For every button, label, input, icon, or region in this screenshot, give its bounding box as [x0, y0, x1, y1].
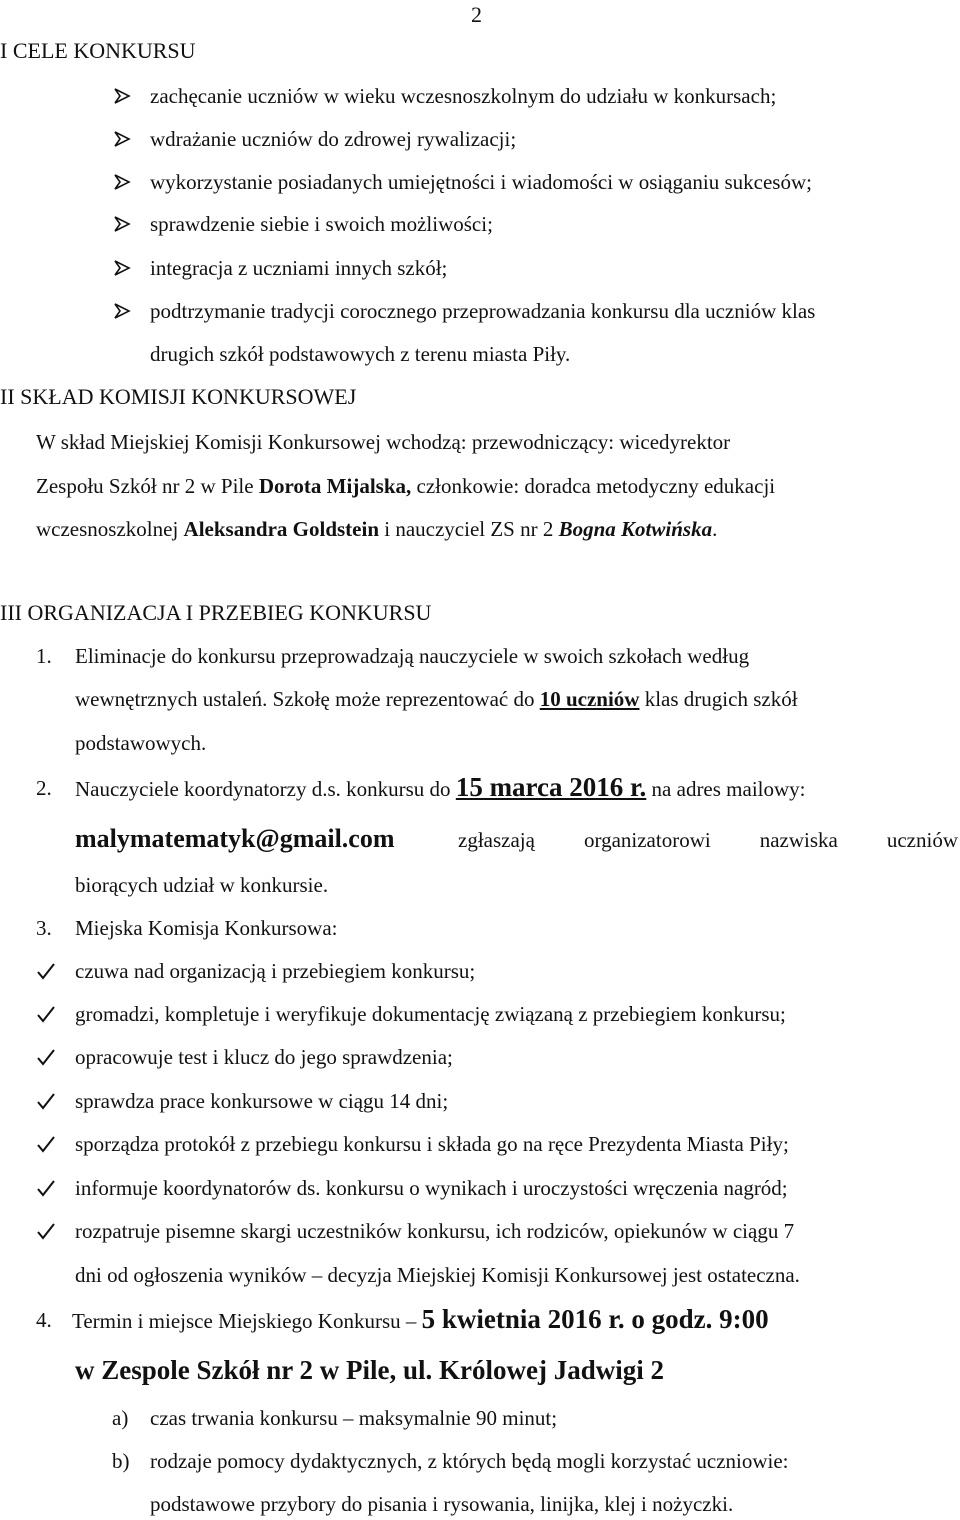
- task-item: gromadzi, kompletuje i weryfikuje dokumentację związaną z przebiegiem konkursu;: [75, 1002, 786, 1026]
- task-item: informuje koordynatorów ds. konkursu o wynikach i uroczystości wręczenia nagród;: [75, 1176, 788, 1200]
- member-name: Bogna Kotwińska: [558, 517, 713, 541]
- sub-item-continuation: podstawowe przybory do pisania i rysowania, linijka, klej i nożyczki.: [150, 1492, 734, 1516]
- arrow-bullet-icon: [112, 172, 132, 192]
- goal-item: sprawdzenie siebie i swoich możliwości;: [150, 212, 493, 236]
- arrow-bullet-icon: [112, 86, 132, 106]
- arrow-bullet-icon: [112, 301, 132, 321]
- contest-date: 5 kwietnia 2016 r. o godz. 9:00: [421, 1304, 769, 1334]
- arrow-bullet-icon: [112, 129, 132, 149]
- arrow-bullet-icon: [112, 214, 132, 234]
- checkmark-icon: [36, 1091, 56, 1111]
- checkmark-icon: [36, 961, 56, 981]
- task-item: sprawdza prace konkursowe w ciągu 14 dni;: [75, 1089, 449, 1113]
- list-number: 1.: [36, 644, 52, 668]
- item-text: podstawowych.: [75, 731, 207, 755]
- item-text: Miejska Komisja Konkursowa:: [75, 916, 338, 940]
- section-title-goals: I CELE KONKURSU: [0, 38, 196, 63]
- task-item: opracowuje test i klucz do jego sprawdzenia;: [75, 1045, 453, 1069]
- task-item: czuwa nad organizacją i przebiegiem konkursu;: [75, 959, 476, 983]
- sub-item: czas trwania konkursu – maksymalnie 90 minut;: [150, 1406, 558, 1430]
- goal-item: wykorzystanie posiadanych umiejętności i wiadomości w osiąganiu sukcesów;: [150, 170, 812, 194]
- item-text: biorących udział w konkursie.: [75, 873, 329, 897]
- arrow-bullet-icon: [112, 258, 132, 278]
- section-title-organization: III ORGANIZACJA I PRZEBIEG KONKURSU: [0, 600, 432, 625]
- checkmark-icon: [36, 1134, 56, 1154]
- sub-label: b): [112, 1449, 130, 1473]
- item-text: zgłaszają organizatorowi nazwiska uczniów: [458, 828, 958, 852]
- committee-line: wczesnoszkolnej Aleksandra Goldstein i nauczyciel ZS nr 2 Bogna Kotwińska.: [36, 517, 718, 541]
- checkmark-icon: [36, 1178, 56, 1198]
- chair-name: Dorota Mijalska,: [258, 474, 412, 498]
- item-text: wewnętrznych ustaleń. Szkołę może reprezentować do 10 uczniów klas drugich szkół: [75, 687, 798, 711]
- email-address[interactable]: malymatematyk@gmail.com: [75, 824, 395, 853]
- committee-line: W skład Miejskiej Komisji Konkursowej wchodzą: przewodniczący: wicedyrektor: [36, 430, 731, 454]
- section-title-committee: II SKŁAD KOMISJI KONKURSOWEJ: [0, 384, 357, 409]
- checkmark-icon: [36, 1221, 56, 1241]
- task-item: sporządza protokół z przebiegu konkursu i składa go na ręce Prezydenta Miasta Piły;: [75, 1132, 789, 1156]
- member-name: Aleksandra Goldstein: [183, 517, 379, 541]
- goal-item: podtrzymanie tradycji corocznego przeprowadzania konkursu dla uczniów klas: [150, 299, 816, 323]
- task-item: rozpatruje pisemne skargi uczestników konkursu, ich rodziców, opiekunów w ciągu 7: [75, 1219, 795, 1243]
- checkmark-icon: [36, 1004, 56, 1024]
- sub-item: rodzaje pomocy dydaktycznych, z których będą mogli korzystać uczniowie:: [150, 1449, 789, 1473]
- goal-item: wdrażanie uczniów do zdrowej rywalizacji;: [150, 127, 517, 151]
- item-text: Eliminacje do konkursu przeprowadzają nauczyciele w swoich szkołach według: [75, 644, 750, 668]
- goal-item: zachęcanie uczniów w wieku wczesnoszkolnym do udziału w konkursach;: [150, 84, 777, 108]
- contest-venue: w Zespole Szkół nr 2 w Pile, ul. Królowej Jadwigi 2: [75, 1355, 665, 1385]
- list-number: 2.: [36, 776, 52, 800]
- goal-item: integracja z uczniami innych szkół;: [150, 256, 448, 280]
- committee-line: Zespołu Szkół nr 2 w Pile Dorota Mijalska, członkowie: doradca metodyczny edukacji: [36, 474, 776, 498]
- list-number: 4.: [36, 1308, 52, 1332]
- student-limit: 10 uczniów: [539, 687, 640, 711]
- goal-item-continuation: drugich szkół podstawowych z terenu miasta Piły.: [150, 342, 571, 366]
- list-number: 3.: [36, 916, 52, 940]
- deadline-date: 15 marca 2016 r.: [455, 772, 647, 802]
- task-item-continuation: dni od ogłoszenia wyników – decyzja Miejskiej Komisji Konkursowej jest ostateczna.: [75, 1263, 800, 1287]
- item-text: Termin i miejsce Miejskiego Konkursu – 5 kwietnia 2016 r. o godz. 9:00: [72, 1304, 769, 1334]
- item-text: Nauczyciele koordynatorzy d.s. konkursu do 15 marca 2016 r. na adres mailowy:: [75, 772, 806, 802]
- sub-label: a): [112, 1406, 129, 1430]
- page-number: 2: [471, 2, 482, 27]
- checkmark-icon: [36, 1047, 56, 1067]
